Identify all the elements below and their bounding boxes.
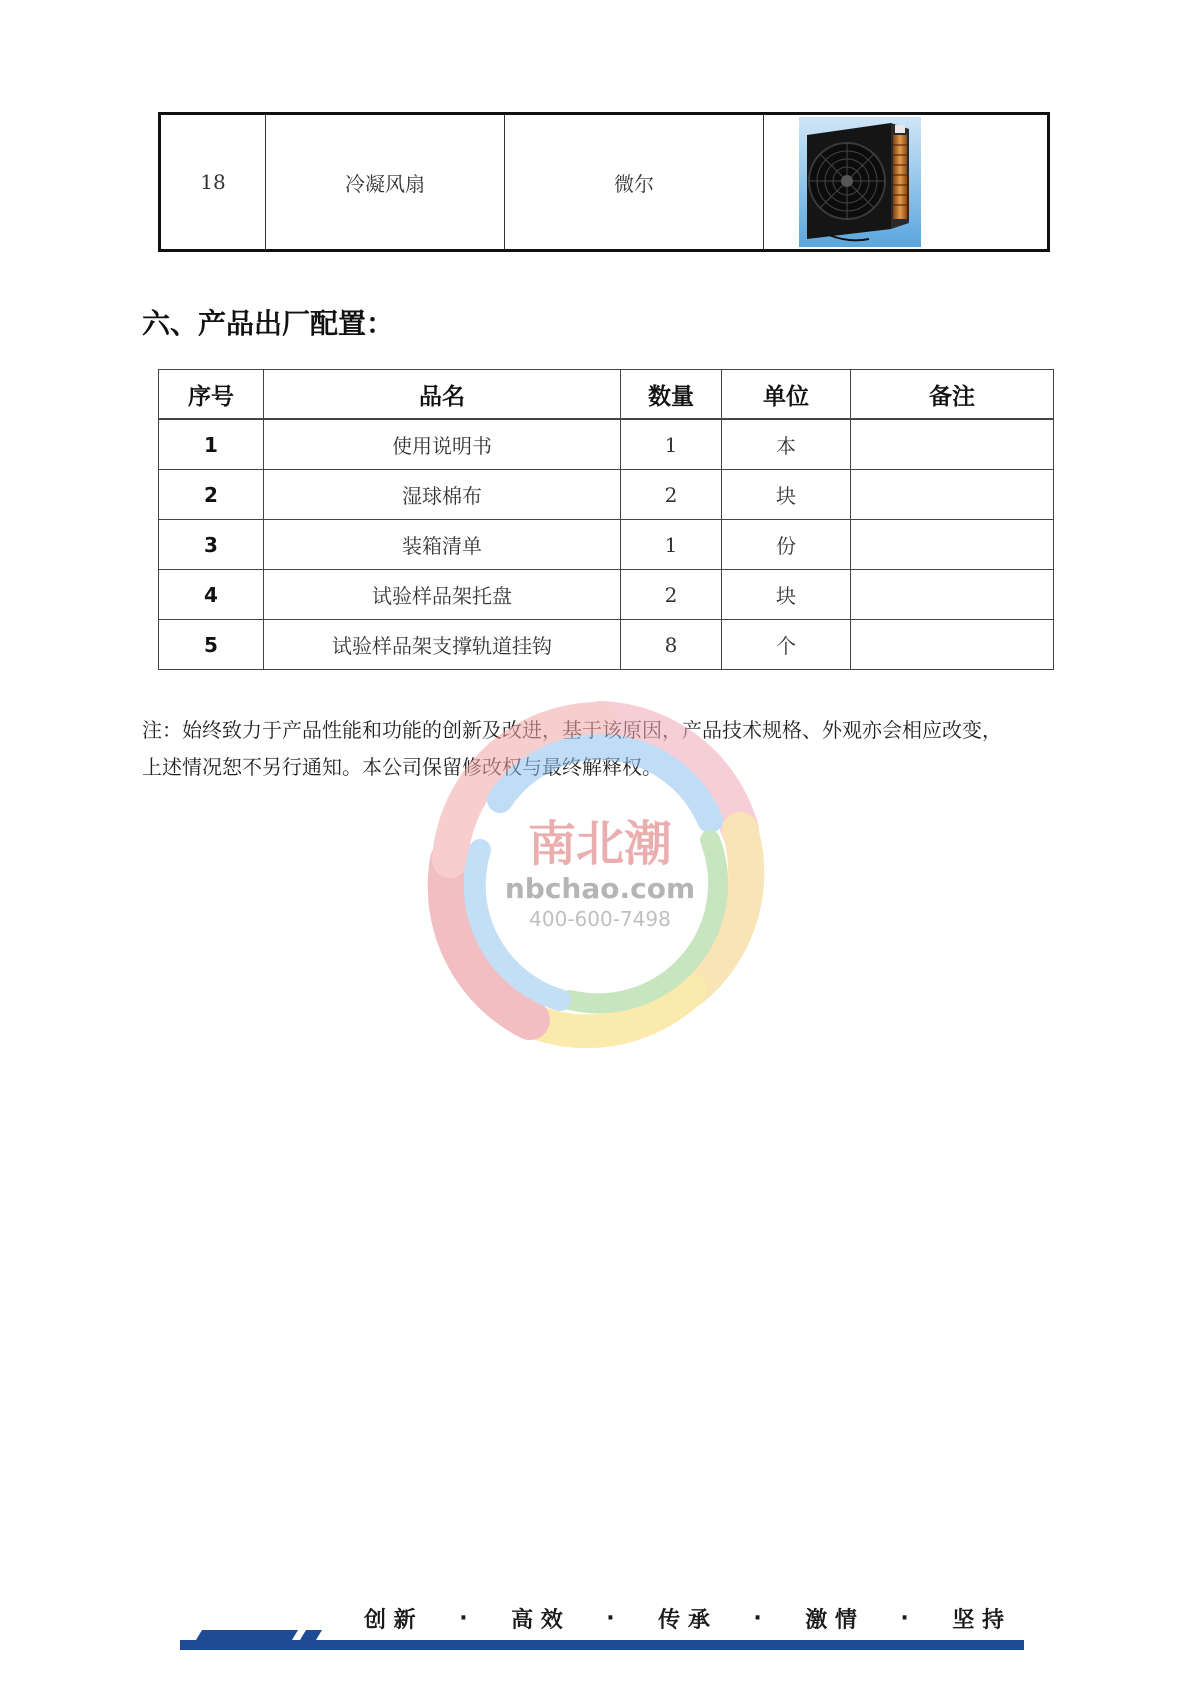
motto-3: 传 承 xyxy=(658,1607,710,1633)
section-title: 六、产品出厂配置： xyxy=(142,307,395,340)
row-unit: 本 xyxy=(722,419,851,470)
row-seq: 4 xyxy=(159,570,264,620)
header-remark: 备注 xyxy=(851,370,1054,420)
footer-bar xyxy=(180,1626,1024,1650)
row-unit: 块 xyxy=(722,470,851,520)
motto-5: 坚 持 xyxy=(952,1607,1004,1633)
motto-separator: · xyxy=(753,1605,762,1631)
watermark-name: 南北潮 xyxy=(527,816,673,872)
row-remark xyxy=(851,419,1054,470)
row-remark xyxy=(851,570,1054,620)
table-row xyxy=(159,570,1054,620)
row-unit: 个 xyxy=(722,620,851,670)
row-name: 湿球棉布 xyxy=(264,470,621,520)
table-row xyxy=(159,419,1054,470)
row-seq: 5 xyxy=(159,620,264,670)
row-remark xyxy=(851,470,1054,520)
row-qty: 1 xyxy=(621,520,722,570)
row-name: 装箱清单 xyxy=(264,520,621,570)
watermark-site: nbchao.com xyxy=(504,872,696,905)
row-qty: 2 xyxy=(621,470,722,520)
part-number: 18 xyxy=(160,114,266,251)
header-seq: 序号 xyxy=(159,370,264,420)
row-name: 使用说明书 xyxy=(264,419,621,470)
header-unit: 单位 xyxy=(722,370,851,420)
table-row xyxy=(159,520,1054,570)
part-image-cell xyxy=(764,114,1049,251)
factory-config-table xyxy=(158,369,1054,670)
watermark-phone: 400-600-7498 xyxy=(529,907,671,931)
header-qty: 数量 xyxy=(621,370,722,420)
motto-4: 激 情 xyxy=(805,1607,857,1633)
header-name: 品名 xyxy=(264,370,621,420)
note-line-1: 注：始终致力于产品性能和功能的创新及改进，基于该原因，产品技术规格、外观亦会相应改变， xyxy=(142,718,1002,742)
note-line-2: 上述情况恕不另行通知。本公司保留修改权与最终解释权。 xyxy=(142,755,662,779)
row-qty: 2 xyxy=(621,570,722,620)
table-row xyxy=(160,114,1049,251)
row-seq: 1 xyxy=(159,419,264,470)
table-row xyxy=(159,620,1054,670)
row-qty: 8 xyxy=(621,620,722,670)
row-seq: 3 xyxy=(159,520,264,570)
row-remark xyxy=(851,520,1054,570)
row-unit: 份 xyxy=(722,520,851,570)
part-name: 冷凝风扇 xyxy=(266,114,505,251)
watermark-logo xyxy=(390,680,810,1070)
row-name: 试验样品架托盘 xyxy=(264,570,621,620)
row-qty: 1 xyxy=(621,419,722,470)
motto-separator: · xyxy=(900,1605,909,1631)
row-name: 试验样品架支撑轨道挂钩 xyxy=(264,620,621,670)
row-seq: 2 xyxy=(159,470,264,520)
part-brand: 微尔 xyxy=(505,114,764,251)
motto-1: 创 新 xyxy=(364,1607,416,1633)
row-unit: 块 xyxy=(722,570,851,620)
row-remark xyxy=(851,620,1054,670)
table-row xyxy=(159,470,1054,520)
product-parts-table xyxy=(158,112,1050,252)
motto-separator: · xyxy=(459,1605,468,1631)
motto-separator: · xyxy=(606,1605,615,1631)
motto-2: 高 效 xyxy=(511,1607,563,1633)
condenser-fan-image xyxy=(799,117,921,247)
table-header-row xyxy=(159,370,1054,420)
